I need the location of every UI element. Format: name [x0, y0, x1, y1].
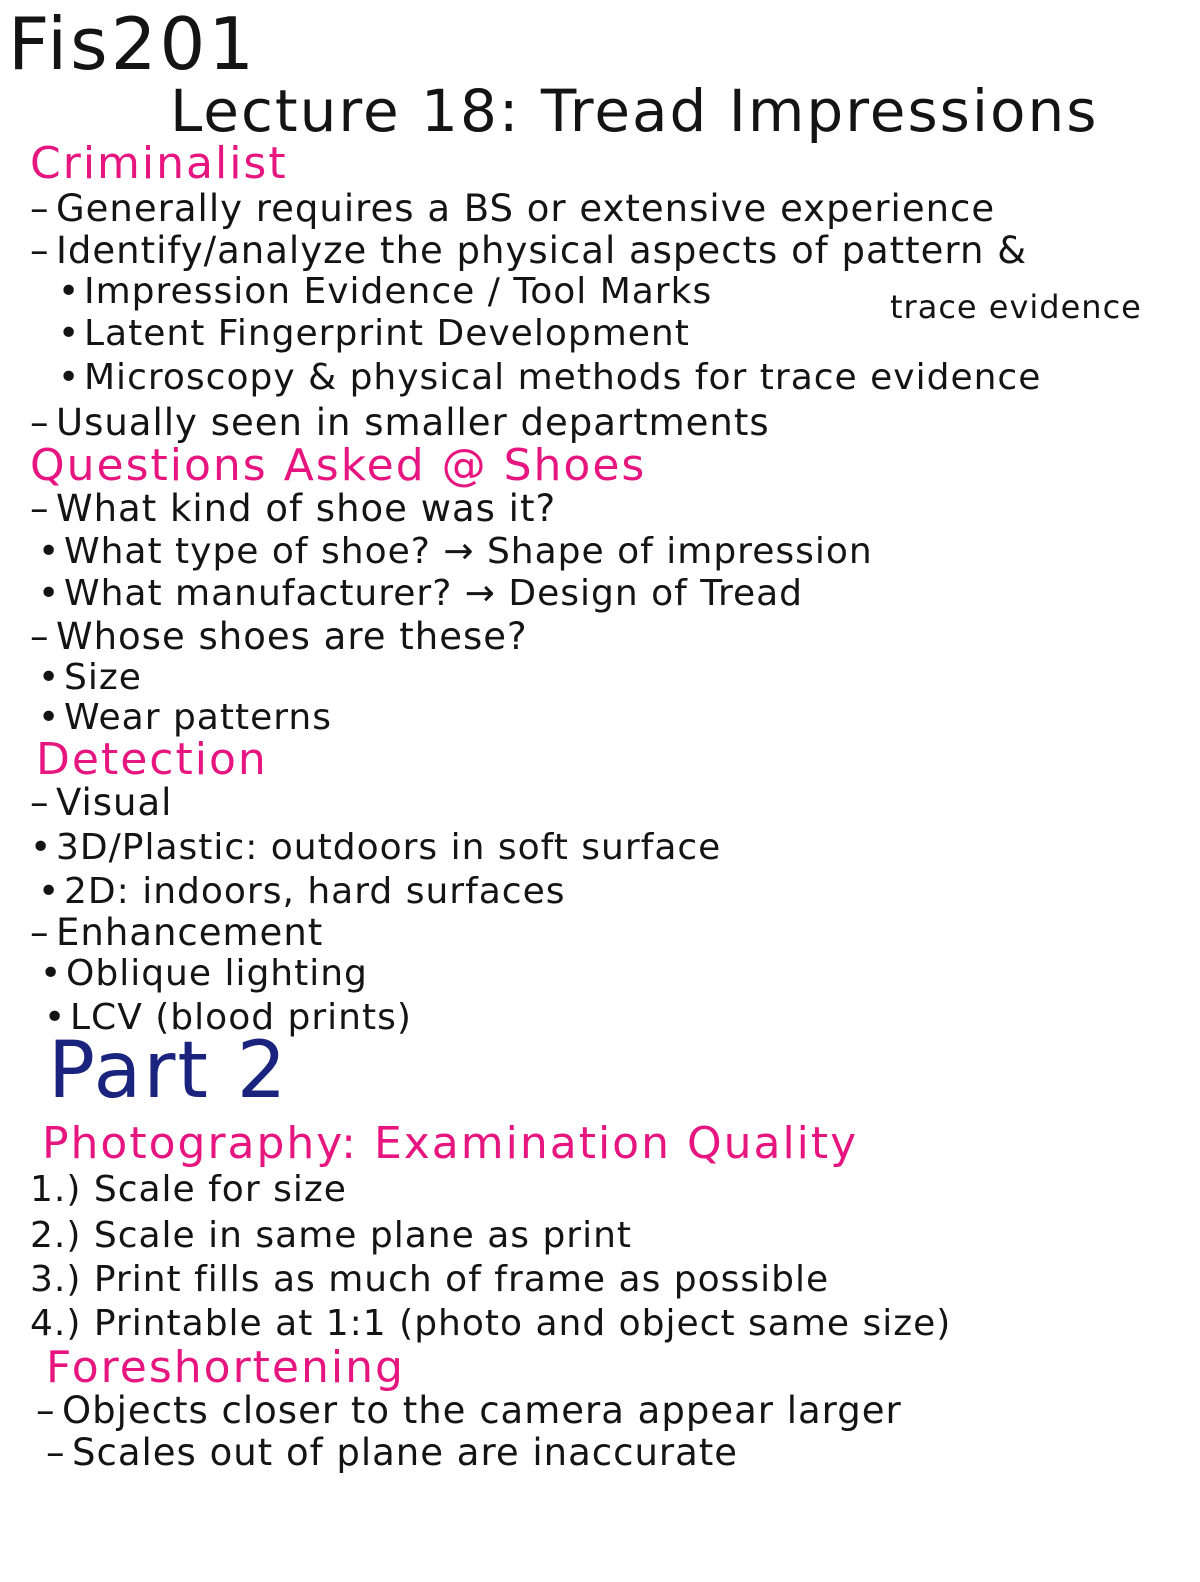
note-text: LCV (blood prints): [70, 997, 412, 1038]
bullet-marker: •: [58, 313, 81, 354]
bullet-marker: •: [38, 531, 61, 572]
numbered-item: 1.) Scale for size: [30, 1169, 347, 1210]
section-heading-photography: Photography: Examination Quality: [42, 1118, 859, 1169]
note-text: Size: [64, 657, 142, 698]
part-heading: Part 2: [48, 1026, 289, 1116]
dash-marker: –: [30, 229, 50, 272]
note-line: [36, 1389, 902, 1432]
note-text: What kind of shoe was it?: [56, 487, 557, 530]
bullet-marker: •: [40, 953, 63, 994]
note-text: Visual: [56, 781, 173, 824]
note-line: [58, 357, 1042, 398]
course-code: Fis201: [8, 2, 258, 86]
dash-marker: –: [46, 1431, 66, 1474]
dash-marker: –: [30, 781, 50, 824]
note-text: Enhancement: [56, 911, 324, 954]
note-line: [38, 871, 566, 912]
bullet-marker: •: [38, 697, 61, 738]
dash-marker: –: [30, 487, 50, 530]
dash-marker: –: [36, 1389, 56, 1432]
note-text: 3D/Plastic: outdoors in soft surface: [56, 827, 722, 868]
dash-marker: –: [30, 401, 50, 444]
note-line: [30, 781, 173, 824]
note-text: Wear patterns: [64, 697, 332, 738]
note-line: [46, 1431, 739, 1474]
note-line: [38, 531, 873, 572]
section-heading-detection: Detection: [36, 734, 268, 785]
bullet-marker: •: [30, 827, 53, 868]
bullet-marker: •: [38, 573, 61, 614]
note-text: Impression Evidence / Tool Marks: [84, 271, 713, 312]
note-line: [38, 573, 804, 614]
dash-marker: –: [30, 911, 50, 954]
note-text: What manufacturer? → Design of Tread: [64, 573, 804, 614]
note-line: [58, 313, 690, 354]
dash-marker: –: [30, 187, 50, 230]
note-text: Scales out of plane are inaccurate: [72, 1431, 739, 1474]
note-line: [30, 187, 996, 230]
note-line: [30, 401, 770, 444]
note-line: [38, 697, 332, 738]
numbered-item: 4.) Printable at 1:1 (photo and object same size): [30, 1303, 952, 1344]
section-heading-questions: Questions Asked @ Shoes: [30, 440, 647, 491]
section-heading-foreshortening: Foreshortening: [46, 1342, 405, 1393]
bullet-marker: •: [58, 271, 81, 312]
numbered-item: 3.) Print fills as much of frame as possible: [30, 1259, 830, 1300]
note-text: Generally requires a BS or extensive experience: [56, 187, 996, 230]
note-line: [58, 271, 713, 312]
note-text: Usually seen in smaller departments: [56, 401, 770, 444]
note-text: Latent Fingerprint Development: [84, 313, 690, 354]
note-line: [30, 229, 1028, 272]
note-text: Objects closer to the camera appear larger: [62, 1389, 902, 1432]
dash-marker: –: [30, 615, 50, 658]
bullet-marker: •: [44, 997, 67, 1038]
note-text: Microscopy & physical methods for trace evidence: [84, 357, 1042, 398]
bullet-marker: •: [58, 357, 81, 398]
lecture-title: Lecture 18: Tread Impressions: [170, 77, 1099, 145]
note-text: 2D: indoors, hard surfaces: [64, 871, 566, 912]
note-line: [30, 487, 557, 530]
note-line: [38, 657, 142, 698]
note-text: Whose shoes are these?: [56, 615, 528, 658]
note-line: [30, 615, 528, 658]
note-text: Identify/analyze the physical aspects of pattern &: [56, 229, 1028, 272]
note-text: What type of shoe? → Shape of impression: [64, 531, 873, 572]
bullet-marker: •: [38, 657, 61, 698]
margin-note: trace evidence: [890, 288, 1142, 326]
note-line: [40, 953, 368, 994]
note-line: [30, 827, 722, 868]
section-heading-criminalist: Criminalist: [30, 138, 288, 189]
note-text: Oblique lighting: [66, 953, 368, 994]
note-line: [30, 911, 324, 954]
bullet-marker: •: [38, 871, 61, 912]
numbered-item: 2.) Scale in same plane as print: [30, 1215, 633, 1256]
